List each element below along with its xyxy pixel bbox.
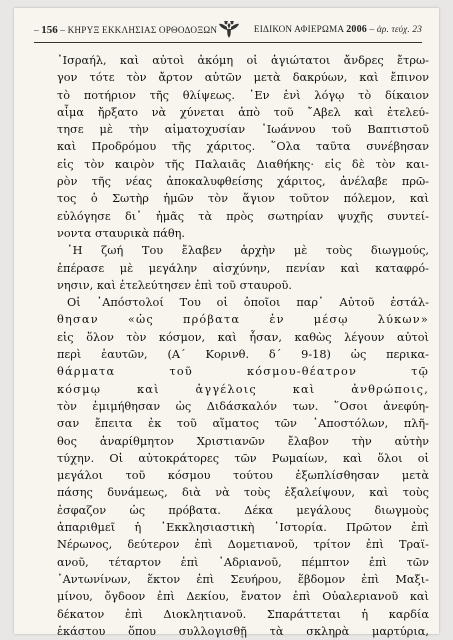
- text-line: ρὸν τῆς νέας ἀποκαλυφθείσης χάριτος, ἀνέλαβε πρῶ-: [57, 175, 429, 189]
- text-line: ἀπαριθμεῖ ἡ ᾿Εκκλησιαστικὴ ῾Ιστορία. Πρῶτον ἐπὶ: [57, 521, 429, 535]
- text-line: εἰς ὅλον τὸν κόσμον, καὶ ἦσαν, καθὼς λέγουν αὐτοὶ: [57, 330, 429, 344]
- text-line: τὸν ἐμιμήθησαν ὡς Διδάσκαλόν των. ῞Οσοι ἀνεφύη-: [57, 399, 429, 413]
- quotation-line: θησαν «ὡς πρόβατα ἐν μέσῳ λύκων»: [57, 313, 429, 327]
- text-line: ανοῦ, τέταρτον ἐπὶ ᾿Αδριανοῦ, πέμπτον ἐπὶ τῶν: [57, 555, 429, 569]
- text-line: ᾿Ισραήλ, καὶ αὐτοὶ ἀκόμη οἱ ἁγιώτατοι ἄνδρες ἔτρω-: [57, 54, 429, 67]
- text-line: ᾿Αντωνίνων, ἕκτον ἐπὶ Σευήρου, ἕβδομον ἐπὶ Μαξι-: [57, 572, 429, 586]
- text-line: εἰς τὸν καιρὸν τῆς Παλαιᾶς Διαθήκης· εἰς δὲ τὸν και-: [57, 157, 429, 171]
- double-headed-eagle-icon: [217, 20, 241, 40]
- journal-title: ΚΗΡΥΞ ΕΚΚΛΗΣΙΑΣ ΟΡΘΟΔΟΞΩΝ: [67, 25, 218, 35]
- text-line: περὶ ἑαυτῶν, (Α΄ Κορινθ. δ΄ 9-18) ὡς περικα-: [57, 348, 429, 362]
- quotation-line: θάρματα τοῦ κόσμου-θέατρον τῷ: [57, 365, 429, 379]
- issue-year: 2006: [346, 24, 368, 35]
- text-line: ἐσφαζον ὡς πρόβατα. Δέκα μεγάλους διωγμοὺς: [57, 503, 429, 517]
- text-line: εὐλόγησε δι᾿ ἡμᾶς τὰ πρὸς σωτηρίαν ψυχῆς συντεί-: [57, 209, 429, 223]
- text-line: Νέρωνος, δεύτερον ἐπὶ Δομετιανοῦ, τρίτον ἐπὶ Τραϊ-: [57, 538, 429, 552]
- text-line: τὸ ποτήριον τῆς θλίψεως. ᾿Εν ἑνὶ λόγῳ τὸ δίκαιον: [57, 88, 429, 102]
- text-line: ἑκάστου ὅπου συλλογισθῇ τὰ σκληρὰ μαρτύρια,: [57, 624, 429, 638]
- text-line: νησιν, καὶ ἐτελεύτησεν ἐπὶ τοῦ σταυροῦ.: [57, 278, 292, 292]
- text-line: θος ἀναρίθμητον Χριστιανῶν ἔλαβον τὴν αὐτὴν: [57, 434, 429, 448]
- page-header: [34, 20, 422, 42]
- text-line: πάσης δυνάμεως, διὰ νὰ τοὺς ἐξαλείψουν, καὶ τοὺς: [57, 486, 429, 500]
- text-line: νοντα σταυρικὰ πάθη.: [57, 226, 186, 240]
- header-left: – 156 – ΚΗΡΥΞ ΕΚΚΛΗΣΙΑΣ ΟΡΘΟΔΟΞΩΝ: [34, 24, 218, 36]
- header-right: ΕΙΔΙΚΟΝ ΑΦΙΕΡΩΜΑ 2006 – ἀρ. τεύχ. 23: [253, 24, 422, 35]
- paragraph-start-line: Οἱ ᾿Απόστολοί Του οἱ ὁποῖοι παρ᾿ Αὐτοῦ ἐστάλ-: [67, 296, 429, 310]
- text-line: δέκατον ἐπὶ Διοκλητιανοῦ. Σπαράττεται ἡ καρδία: [57, 607, 429, 621]
- issue-number: ἀρ. τεύχ. 23: [376, 24, 422, 34]
- text-line: τησε μὲ τὴν αἱματοχυσίαν ᾿Ιωάννου τοῦ Βαπτιστοῦ: [57, 123, 429, 137]
- text-line: καὶ Προδρόμου τῆς χάριτος. ῞Ολα ταῦτα συνέβησαν: [57, 140, 429, 154]
- text-line: τύχην. Οἱ αὐτοκράτορες τῶν Ρωμαίων, καὶ ὅλοι οἱ: [57, 451, 429, 465]
- paragraph-start-line: ῾Η ζωή Του ἔλαβεν ἀρχὴν μὲ τοὺς διωγμούς,: [67, 244, 429, 258]
- text-line: τος ὁ Σωτὴρ ἡμῶν τὸν ἅγιον τοῦτον πόλεμον, καὶ: [57, 192, 429, 206]
- body-text: [57, 52, 429, 640]
- page-number: 156: [41, 24, 58, 36]
- special-issue-label: ΕΙΔΙΚΟΝ ΑΦΙΕΡΩΜΑ: [253, 24, 344, 34]
- quotation-line: κόσμῳ καὶ ἀγγέλοις καὶ ἀνθρώποις,: [57, 382, 429, 396]
- text-line: σαν ἔπειτα ἐκ τοῦ αἵματος τῶν ᾿Αποστόλων, πλῆ-: [57, 417, 429, 431]
- text-line: μίνου, ὄγδοον ἐπὶ Δεκίου, ἔνατον ἐπὶ Οὐαλεριανοῦ καὶ: [57, 590, 429, 604]
- header-rule: [34, 42, 422, 43]
- text-line: αἷμα ἤρξατο νὰ χύνεται ἀπὸ τοῦ ῎Αβελ καὶ ἐτελεύ-: [57, 105, 429, 119]
- document-page: [14, 8, 439, 638]
- text-line: ἐπέρασε μὲ μεγάλην αἰσχύνην, πενίαν καὶ καταφρό-: [57, 261, 429, 275]
- text-line: γον τότε τὸν ἄρτον αὐτῶν μετὰ δακρύων, καὶ ἔπινον: [57, 71, 429, 85]
- text-line: μεγάλοι τοῦ κόσμου τούτου ἐξωπλίσθησαν μετὰ: [57, 469, 429, 483]
